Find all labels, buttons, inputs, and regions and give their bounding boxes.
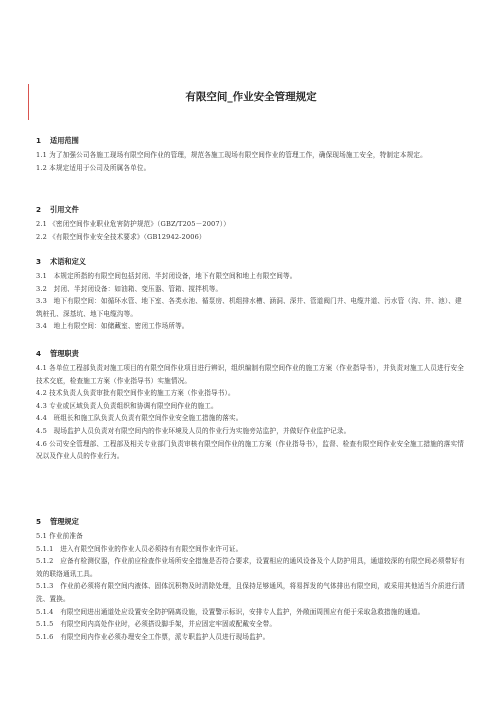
section-number: 1 <box>36 136 42 145</box>
section-3 <box>36 256 466 333</box>
section-heading <box>36 135 466 146</box>
section-title: 管理职责 <box>50 349 79 358</box>
section-1 <box>36 135 466 174</box>
paragraph: 5.1.4 有限空间进出通道处应设置安全防护隔离设施，设置警示标识，安排专人监护，外敞面周围应有便于采取急救措施的通道。 <box>36 607 425 616</box>
paragraph: 5.1.2 应备有检测仪器，作业前应检查作业场所安全措施是否符合要求，设置相应的通风设备及个人防护用具，通道较深的有限空间必须带好有效的联络通讯工具。 <box>36 557 465 578</box>
paragraph: 5.1.5 有限空间内高处作业时，必须搭设脚手架，并应固定牢固或配戴安全带。 <box>36 620 277 629</box>
paragraph: 4.2 技术负责人负责审批有限空间作业的施工方案（作业指导书）。 <box>36 389 235 398</box>
paragraph: 4.5 现场监护人员负责对有限空间内的作业环境及人员的作业行为实施旁站监护，并做好作业监护记录。 <box>36 426 351 435</box>
paragraph: 5.1.3 作业前必须将有限空间内液体、固体沉积物及时清除处理，且保持足够通风，将易挥发的气体排出有限空间，或采用其他适当介质进行清洗、置换。 <box>36 582 465 603</box>
section-2 <box>36 204 466 243</box>
paragraph: 1.2 本规定适用于公司及所属各单位。 <box>36 163 151 172</box>
paragraph: 5.1.6 有限空间内作业必须办理安全工作票，派专职监护人员进行现场监护。 <box>36 632 270 641</box>
section-4 <box>36 348 466 463</box>
document-title: 有限空间_作业安全管理规定 <box>185 91 317 103</box>
paragraph: 1.1 为了加强公司各施工现场有限空间作业的管理，规范各施工现场有限空间作业的管理工作，确保现场施工安全，特制定本规定。 <box>36 151 427 159</box>
paragraph: 4.4 班组长和施工队负责人负责有限空间作业安全施工措施的落实。 <box>36 414 243 423</box>
paragraph: 4.3 专业或区域负责人负责组织和协调有限空间作业的施工。 <box>36 401 218 410</box>
section-title: 管理规定 <box>50 517 79 526</box>
paragraph: 5.1 作业前准备 <box>36 532 83 540</box>
section-heading <box>36 348 466 359</box>
section-5 <box>36 516 466 643</box>
section-heading <box>36 256 466 267</box>
paragraph: 3.4 地上有限空间：如储藏室、密闭工作场所等。 <box>36 322 189 331</box>
section-heading <box>36 204 466 215</box>
section-title: 适用范围 <box>50 136 79 145</box>
paragraph: 3.1 本规定所指的有限空间包括封闭、半封闭设备，地下有限空间和地上有限空间等。 <box>36 272 297 280</box>
section-number: 4 <box>36 349 42 358</box>
section-number: 2 <box>36 205 42 214</box>
section-title: 引用文件 <box>50 205 79 214</box>
section-number: 5 <box>36 517 42 526</box>
paragraph: 2.2 《有限空间作业安全技术要求》（GB12942-2006） <box>36 232 206 241</box>
margin-rule <box>28 84 29 120</box>
section-number: 3 <box>36 257 42 266</box>
paragraph: 3.2 封闭、半封闭设备：如油箱、变压器、管箱、搅拌机等。 <box>36 284 223 293</box>
section-heading <box>36 516 466 527</box>
section-title: 术语和定义 <box>50 257 86 266</box>
paragraph: 2.1 《密闭空间作业职业危害防护规范》（GBZ/T205－2007）） <box>36 220 230 228</box>
paragraph: 5.1.1 进入有限空间作业的作业人员必须持有有限空间作业许可证。 <box>36 544 243 553</box>
paragraph: 4.6 公司安全管理部、工程部及相关专业部门负责审核有限空间作业的施工方案（作业指导书），监督、检查有限空间作业安全施工措施的落实情况以及作业人员的作业行为。 <box>36 439 464 461</box>
paragraph: 3.3 地下有限空间：如循环水管、地下室、各类水池、循泵房、机组排水槽、涵洞、深井、管道阀门井、电缆井道、污水管（沟、井、池）、建筑桩孔、深基坑、地下电缆沟等。 <box>36 297 462 318</box>
paragraph: 4.1 各单位工程部负责对施工项目的有限空间作业项目进行辨识，组织编制有限空间作业的施工方案（作业指导书），并负责对施工人员进行安全技术交底，检查施工方案（作业指导书）实施情况。 <box>36 364 464 385</box>
